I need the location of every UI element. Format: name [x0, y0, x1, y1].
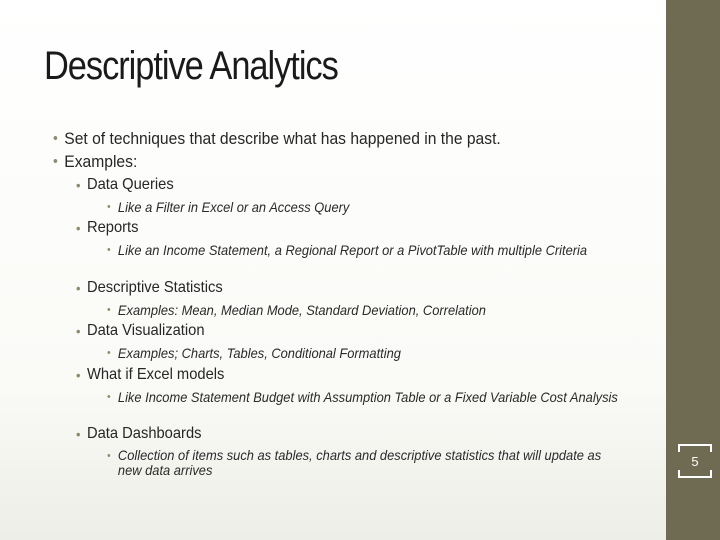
bullet-dot: •: [53, 130, 58, 147]
detail-text: Examples; Charts, Tables, Conditional Formatting: [117, 345, 401, 361]
bullet-techniques: [53, 129, 501, 149]
page-number: 5: [691, 453, 699, 469]
bullet-dot: •: [107, 201, 111, 213]
detail-text: Examples: Mean, Median Mode, Standard Deviation, Correlation: [117, 302, 486, 318]
sub-bullet-text: Data Dashboards: [86, 425, 202, 442]
detail-reports: [107, 242, 619, 259]
detail-text: Like Income Statement Budget with Assumption Table or a Fixed Variable Cost Analysis: [117, 389, 618, 405]
detail-what-if-models: [107, 389, 619, 406]
bullet-text: Examples:: [64, 152, 138, 171]
sub-bullet-descriptive-statistics: [76, 279, 223, 298]
bullet-dot: •: [107, 244, 111, 256]
sub-bullet-what-if-models: [76, 366, 224, 385]
bullet-dot: •: [107, 391, 111, 403]
bullet-dot: •: [76, 323, 81, 339]
sub-bullet-text: What if Excel models: [86, 366, 225, 383]
sub-bullet-text: Descriptive Statistics: [86, 279, 223, 296]
sub-bullet-text: Data Visualization: [86, 322, 205, 339]
detail-data-dashboards: [107, 448, 619, 478]
sub-bullet-text: Data Queries: [86, 176, 174, 193]
bullet-dot: •: [53, 153, 58, 170]
detail-data-queries: [107, 199, 349, 216]
detail-data-visualization: [107, 345, 401, 362]
bullet-dot: •: [107, 450, 111, 462]
slide-title: Descriptive Analytics: [44, 44, 338, 88]
detail-text: Like a Filter in Excel or an Access Query: [117, 199, 350, 215]
bullet-text: Set of techniques that describe what has happened in the past.: [64, 129, 501, 148]
bullet-dot: •: [76, 280, 81, 296]
sub-bullet-reports: [76, 219, 139, 238]
bullet-dot: •: [76, 367, 81, 383]
bullet-dot: •: [76, 220, 81, 236]
detail-text: Collection of items such as tables, charts and descriptive statistics that will update as new data arrives: [117, 447, 602, 478]
sub-bullet-data-queries: [76, 176, 174, 195]
bullet-dot: •: [107, 347, 111, 359]
bullet-dot: •: [76, 426, 81, 442]
bullet-dot: •: [107, 304, 111, 316]
sub-bullet-text: Reports: [86, 219, 139, 236]
sub-bullet-data-dashboards: [76, 425, 202, 444]
detail-text: Like an Income Statement, a Regional Report or a PivotTable with multiple Criteria: [117, 242, 588, 258]
bullet-dot: •: [76, 177, 81, 193]
page-number-badge: [678, 444, 712, 478]
sub-bullet-data-visualization: [76, 322, 205, 341]
bullet-examples: [53, 152, 137, 172]
detail-descriptive-statistics: [107, 302, 486, 319]
